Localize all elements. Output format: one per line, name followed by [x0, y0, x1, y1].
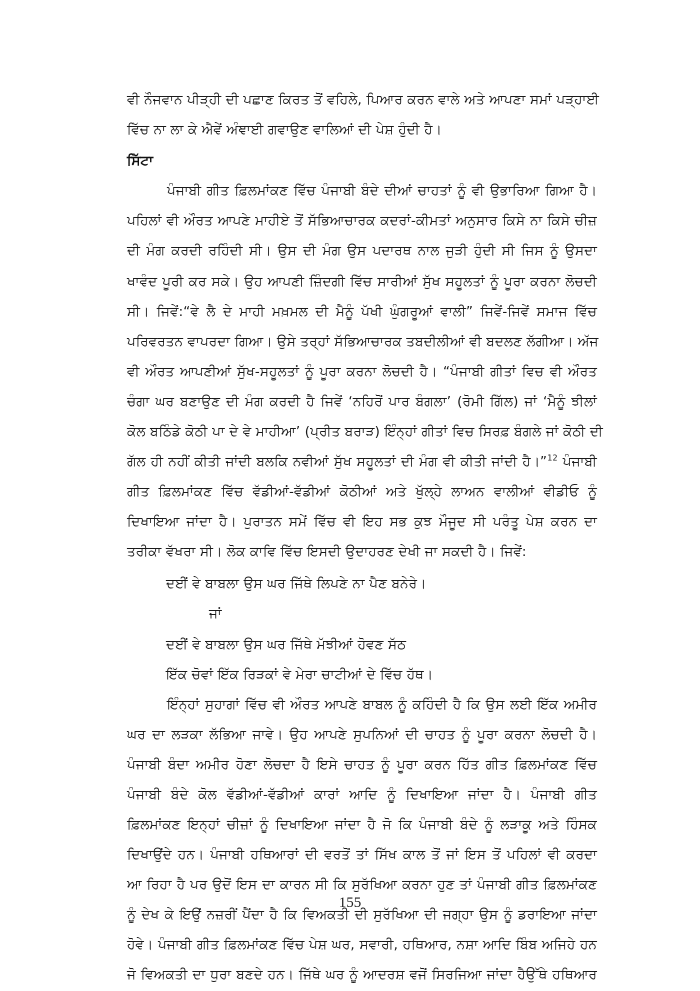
text-line: ਪਰਿਵਰਤਨ ਵਾਪਰਦਾ ਗਿਆ। ਉਸੇ ਤਰ੍ਹਾਂ ਸੱਭਿਆਚਾਰਕ ਤਬਦੀਲੀਆਂ ਵੀ ਬਦਲਣ ਲੱਗੀਆ। ਅੱਜ — [127, 335, 599, 350]
text-line: ਸੀ। ਜਿਵੇਂ:“ਵੇ ਲੈ ਦੇ ਮਾਹੀ ਮਖ਼ਮਲ ਦੀ ਮੈਨੂੰ ਪੱਖੀ ਘੁੰਗਰੂਆਂ ਵਾਲੀ” ਜਿਵੇਂ-ਜਿਵੇਂ ਸਮਾਜ ਵਿੱਚ — [127, 305, 597, 320]
text-line-with-footnote — [127, 448, 597, 478]
text-line: ਖਾਵੰਦ ਪੂਰੀ ਕਰ ਸਕੇ। ਉਹ ਆਪਣੀ ਜ਼ਿੰਦਗੀ ਵਿੱਚ ਸਾਰੀਆਂ ਸੁੱਖ ਸਹੂਲਤਾਂ ਨੂੰ ਪੂਰਾ ਕਰਨਾ ਲੋਚਦੀ — [127, 275, 597, 290]
text-fragment: ਪੰਜਾਬੀ — [557, 455, 598, 470]
text-line: ਪੰਜਾਬੀ ਬੰਦੇ ਕੋਲ ਵੱਡੀਆਂ-ਵੱਡੀਆਂ ਕਾਰਾਂ ਆਦਿ ਨੂੰ ਦਿਖਾਇਆ ਜਾਂਦਾ ਹੈ। ਪੰਜਾਬੀ ਗੀਤ — [127, 788, 597, 803]
text-line: ਕੋਲ ਬਠਿੰਡੇ ਕੋਠੀ ਪਾ ਦੇ ਵੇ ਮਾਹੀਆ’ (ਪ੍ਰੀਤ ਬਰਾੜ) ਇੰਨ੍ਹਾਂ ਗੀਤਾਂ ਵਿਚ ਸਿਰਫ਼ ਬੰਗਲੇ ਜਾਂ ਕੋਠੀ ਦੀ — [127, 425, 603, 440]
verse-line: ਦਈਂ ਵੇ ਬਾਬਲਾ ਉਸ ਘਰ ਜਿੱਥੇ ਮੱਝੀਆਂ ਹੋਵਣ ਸੱਠ — [166, 638, 407, 653]
text-line: ਗੀਤ ਫ਼ਿਲਮਾਂਕਣ ਵਿੱਚ ਵੱਡੀਆਂ-ਵੱਡੀਆਂ ਕੋਠੀਆਂ ਅਤੇ ਖੁੱਲ੍ਹੇ ਲਾਅਨ ਵਾਲੀਆਂ ਵੀਡੀਓ ਨੂੰ — [127, 485, 597, 500]
text-line: ਨੂੰ ਦੇਖ ਕੇ ਇਉਂ ਨਜ਼ਰੀਂ ਪੈਂਦਾ ਹੈ ਕਿ ਵਿਅਕਤੀ ਦੀ ਸੁਰੱਖਿਆ ਦੀ ਜਗ੍ਹਾ ਉਸ ਨੂੰ ਡਰਾਇਆ ਜਾਂਦਾ — [127, 908, 597, 923]
text-line: ਚੰਗਾ ਘਰ ਬਣਾਉਣ ਦੀ ਮੰਗ ਕਰਦੀ ਹੈ ਜਿਵੇਂ ‘ਨਹਿਰੋਂ ਪਾਰ ਬੰਗਲਾ’ (ਰੋਮੀ ਗਿੱਲ) ਜਾਂ ‘ਮੈਨੂੰ ਝੀਲਾਂ — [127, 395, 597, 410]
text-line: ਫ਼ਿਲਮਾਂਕਣ ਇਨ੍ਹਾਂ ਚੀਜ਼ਾਂ ਨੂੰ ਦਿਖਾਇਆ ਜਾਂਦਾ ਹੈ ਜੋ ਕਿ ਪੰਜਾਬੀ ਬੰਦੇ ਨੂੰ ਲੜਾਕੂ ਅਤੇ ਹਿੰਸਕ — [127, 818, 597, 833]
verse-line: ਦਈਂ ਵੇ ਬਾਬਲਾ ਉਸ ਘਰ ਜਿੱਥੇ ਲਿਪਣੇ ਨਾ ਪੈਣ ਬਨੇਰੇ। — [166, 577, 427, 592]
text-line: ਆ ਰਿਹਾ ਹੈ ਪਰ ਉਦੋਂ ਇਸ ਦਾ ਕਾਰਨ ਸੀ ਕਿ ਸੁਰੱਖਿਆ ਕਰਨਾ ਹੁਣ ਤਾਂ ਪੰਜਾਬੀ ਗੀਤ ਫ਼ਿਲਮਾਂਕਣ — [127, 878, 597, 893]
text-fragment: ਗੱਲ ਹੀ ਨਹੀਂ ਕੀਤੀ ਜਾਂਦੀ ਬਲਕਿ ਨਵੀਆਂ ਸੁੱਖ ਸਹੂਲਤਾਂ ਦੀ ਮੰਗ ਵੀ ਕੀਤੀ ਜਾਂਦੀ ਹੈ।” — [127, 455, 548, 470]
text-line: ਵੀ ਨੌਜਵਾਨ ਪੀੜ੍ਹੀ ਦੀ ਪਛਾਣ ਕਿਰਤ ਤੋਂ ਵਹਿਲੇ, ਪਿਆਰ ਕਰਨ ਵਾਲੇ ਅਤੇ ਆਪਣਾ ਸਮਾਂ ਪੜ੍ਹਾਈ — [127, 93, 600, 108]
verse-line: ਇੱਕ ਚੋਵਾਂ ਇੱਕ ਰਿੜਕਾਂ ਵੇ ਮੇਰਾ ਚਾਟੀਆਂ ਦੇ ਵਿੱਚ ਹੱਥ। — [166, 668, 434, 683]
text-line: ਦਿਖਾਇਆ ਜਾਂਦਾ ਹੈ। ਪੁਰਾਤਨ ਸਮੇਂ ਵਿੱਚ ਵੀ ਇਹ ਸਭ ਕੁਝ ਮੌਜੂਦ ਸੀ ਪਰੰਤੂ ਪੇਸ਼ ਕਰਨ ਦਾ — [127, 515, 597, 530]
section-heading: ਸਿੱਟਾ — [127, 153, 154, 169]
text-line: ਦੀ ਮੰਗ ਕਰਦੀ ਰਹਿੰਦੀ ਸੀ। ਉਸ ਦੀ ਮੰਗ ਉਸ ਪਦਾਰਥ ਨਾਲ ਜੁੜੀ ਹੁੰਦੀ ਸੀ ਜਿਸ ਨੂੰ ਉਸਦਾ — [127, 244, 597, 259]
text-line: ਇੰਨ੍ਹਾਂ ਸੁਹਾਗਾਂ ਵਿੱਚ ਵੀ ਔਰਤ ਆਪਣੇ ਬਾਬਲ ਨੂੰ ਕਹਿੰਦੀ ਹੈ ਕਿ ਉਸ ਲਈ ਇੱਕ ਅਮੀਰ — [167, 698, 597, 713]
verse-connector: ਜਾਂ — [209, 607, 222, 622]
text-line: ਦਿਖਾਉਂਦੇ ਹਨ। ਪੰਜਾਬੀ ਹਥਿਆਰਾਂ ਦੀ ਵਰਤੋਂ ਤਾਂ ਸਿੱਖ ਕਾਲ ਤੋਂ ਜਾਂ ਇਸ ਤੋਂ ਪਹਿਲਾਂ ਵੀ ਕਰਦਾ — [127, 848, 597, 863]
text-line: ਪਹਿਲਾਂ ਵੀ ਔਰਤ ਆਪਣੇ ਮਾਹੀਏ ਤੋਂ ਸੱਭਿਆਚਾਰਕ ਕਦਰਾਂ-ਕੀਮਤਾਂ ਅਨੁਸਾਰ ਕਿਸੇ ਨਾ ਕਿਸੇ ਚੀਜ਼ — [127, 214, 597, 229]
text-line: ਪੰਜਾਬੀ ਬੰਦਾ ਅਮੀਰ ਹੋਣਾ ਲੋਚਦਾ ਹੈ ਇਸੇ ਚਾਹਤ ਨੂੰ ਪੂਰਾ ਕਰਨ ਹਿੱਤ ਗੀਤ ਫ਼ਿਲਮਾਂਕਣ ਵਿੱਚ — [127, 758, 597, 773]
text-line: ਘਰ ਦਾ ਲੜਕਾ ਲੱਭਿਆ ਜਾਵੇ। ਉਹ ਆਪਣੇ ਸੁਪਨਿਆਂ ਦੀ ਚਾਹਤ ਨੂੰ ਪੂਰਾ ਕਰਨਾ ਲੋਚਦੀ ਹੈ। — [127, 728, 597, 743]
text-line: ਜੋ ਵਿਅਕਤੀ ਦਾ ਧੁਰਾ ਬਣਦੇ ਹਨ। ਜਿੱਥੇ ਘਰ ਨੂੰ ਆਦਰਸ਼ ਵਜੋਂ ਸਿਰਜਿਆ ਜਾਂਦਾ ਹੈਉੱਥੇ ਹਥਿਆਰ — [127, 968, 597, 983]
page-number: 155 — [338, 895, 362, 911]
text-line: ਹੋਵੇ। ਪੰਜਾਬੀ ਗੀਤ ਫ਼ਿਲਮਾਂਕਣ ਵਿੱਚ ਪੇਸ਼ ਘਰ, ਸਵਾਰੀ, ਹਥਿਆਰ, ਨਸ਼ਾ ਆਦਿ ਬਿੰਬ ਅਜਿਹੇ ਹਨ — [127, 938, 597, 953]
text-line: ਵਿੱਚ ਨਾ ਲਾ ਕੇ ਐਵੇਂ ਅੰਞਾਈ ਗਵਾਉਣ ਵਾਲਿਆਂ ਦੀ ਪੇਸ਼ ਹੁੰਦੀ ਹੈ। — [127, 123, 442, 138]
text-line: ਵੀ ਔਰਤ ਆਪਣੀਆਂ ਸੁੱਖ-ਸਹੂਲਤਾਂ ਨੂੰ ਪੂਰਾ ਕਰਨਾ ਲੋਚਦੀ ਹੈ। “ਪੰਜਾਬੀ ਗੀਤਾਂ ਵਿਚ ਵੀ ਔਰਤ — [127, 365, 597, 380]
footnote-reference: 12 — [547, 453, 558, 463]
text-line: ਪੰਜਾਬੀ ਗੀਤ ਫ਼ਿਲਮਾਂਕਣ ਵਿੱਚ ਪੰਜਾਬੀ ਬੰਦੇ ਦੀਆਂ ਚਾਹਤਾਂ ਨੂੰ ਵੀ ਉਭਾਰਿਆ ਗਿਆ ਹੈ। — [167, 184, 597, 199]
text-line: ਤਰੀਕਾ ਵੱਖਰਾ ਸੀ। ਲੋਕ ਕਾਵਿ ਵਿੱਚ ਇਸਦੀ ਉਦਾਹਰਣ ਦੇਖੀ ਜਾ ਸਕਦੀ ਹੈ। ਜਿਵੇਂ: — [127, 545, 527, 560]
